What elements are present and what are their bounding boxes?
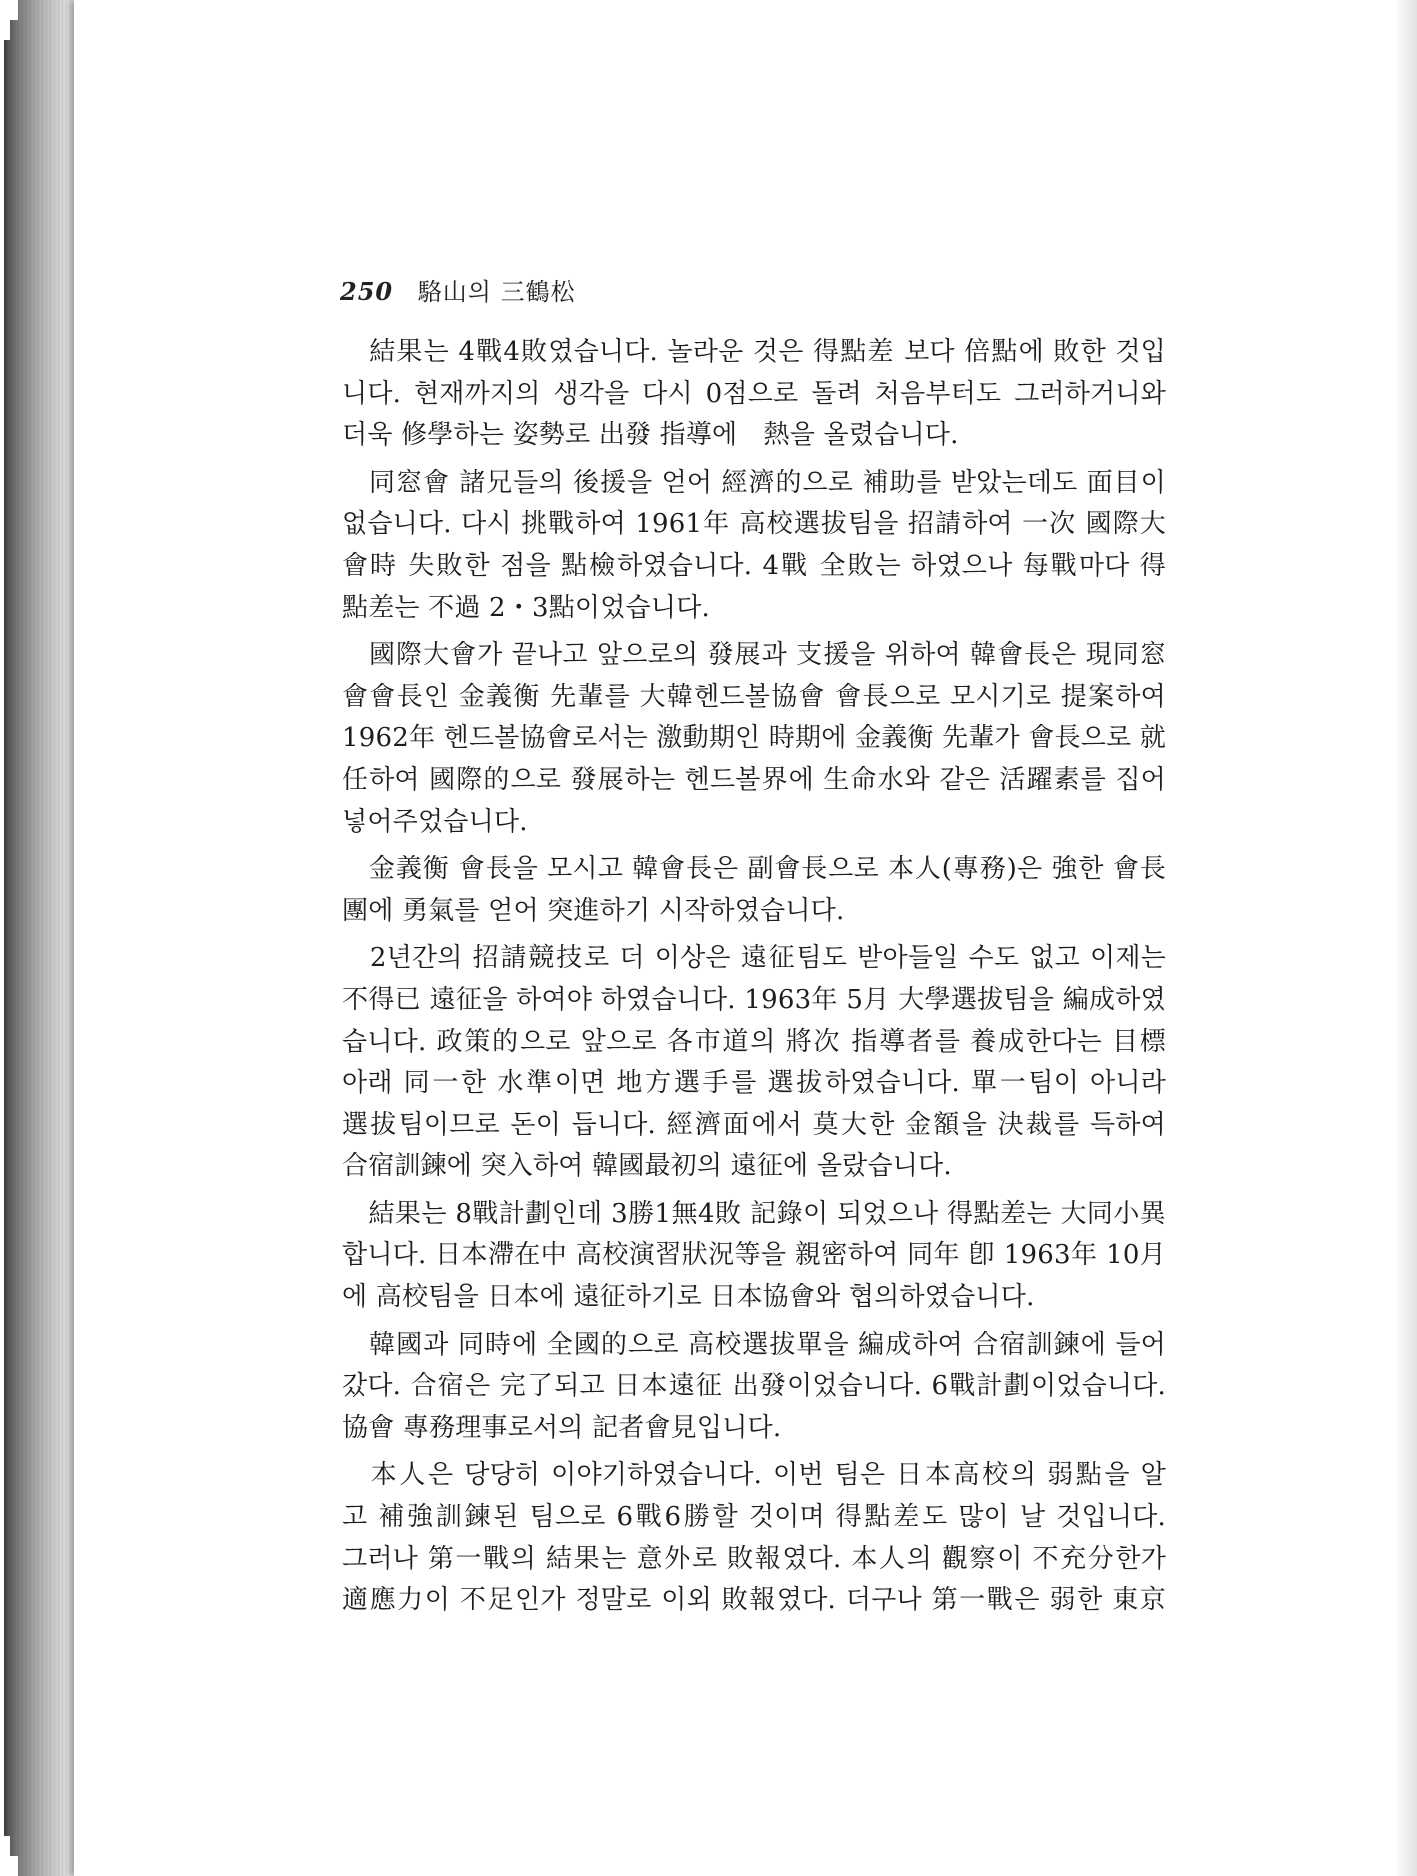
text-line: 합니다. 日本滯在中 高校演習狀況等을 親密하여 同年 卽 1963年 10月 [342,1240,1166,1271]
paragraph [342,332,1166,457]
text-line: 韓國과 同時에 全國的으로 高校選拔單을 編成하여 合宿訓鍊에 들어 [342,1329,1166,1360]
text-line: 合宿訓鍊에 突入하여 韓國最初의 遠征에 올랐습니다. [342,1151,952,1182]
book-page-edges [0,0,78,1876]
paragraph [342,938,1166,1188]
page-number: 250 [340,277,394,306]
paragraph [342,635,1166,843]
text-line: 고 補強訓鍊된 팀으로 6戰6勝할 것이며 得點差도 많이 날 것입니다. [342,1502,1166,1533]
text-line: 適應力이 不足인가 정말로 이외 敗報였다. 더구나 第一戰은 弱한 東京 [342,1585,1166,1616]
paragraph [342,1325,1166,1450]
text-line: 없습니다. 다시 挑戰하여 1961年 高校選拔팀을 招請하여 一次 國際大 [342,509,1166,540]
text-line: 갔다. 合宿은 完了되고 日本遠征 出發이었습니다. 6戰計劃이었습니다. [342,1371,1166,1402]
text-line: 協會 專務理事로서의 記者會見입니다. [342,1412,782,1443]
body-text [342,332,1166,1622]
text-line: 습니다. 政策的으로 앞으로 各市道의 將次 指導者를 養成한다는 目標 [342,1026,1166,1057]
text-line: 點差는 不過 2・3點이었습니다. [342,592,710,623]
paragraph [342,1194,1166,1319]
text-line: 結果는 8戰計劃인데 3勝1無4敗 記錄이 되었으나 得點差는 大同小異 [342,1198,1166,1229]
text-line: 金義衡 會長을 모시고 韓會長은 副會長으로 本人(專務)은 強한 會長 [342,854,1166,885]
text-line: 不得已 遠征을 하여야 하였습니다. 1963年 5月 大學選拔팀을 編成하였 [342,984,1166,1015]
paragraph [342,463,1166,629]
text-line: 더욱 修學하는 姿勢로 出發 指導에 熱을 올렸습니다. [342,420,959,451]
text-line: 本人은 당당히 이야기하였습니다. 이번 팀은 日本高校의 弱點을 알 [342,1460,1166,1491]
text-line: 에 高校팀을 日本에 遠征하기로 日本協會와 협의하였습니다. [342,1282,1035,1313]
text-line: 넣어주었습니다. [342,806,528,837]
text-line: 同窓會 諸兄들의 後援을 얻어 經濟的으로 補助를 받았는데도 面目이 [342,467,1166,498]
page-edge-lines [18,0,78,1876]
text-line: 選拔팀이므로 돈이 듭니다. 經濟面에서 莫大한 金額을 決裁를 득하여 [342,1109,1166,1140]
paragraph [342,1455,1166,1621]
running-header [340,272,576,307]
text-line: 1962年 헨드볼協會로서는 激動期인 時期에 金義衡 先輩가 會長으로 就 [342,723,1166,754]
text-line: 아래 同一한 水準이면 地方選手를 選拔하였습니다. 單一팀이 아니라 [342,1068,1166,1099]
running-title: 駱山의 三鶴松 [417,278,576,306]
text-line: 會時 失敗한 점을 點檢하였습니다. 4戰 全敗는 하였으나 每戰마다 得 [342,550,1166,581]
text-line: 任하여 國際的으로 發展하는 헨드볼界에 生命水와 같은 活躍素를 집어 [342,764,1166,795]
text-line: 團에 勇氣를 얻어 突進하기 시작하였습니다. [342,895,845,926]
text-line: 結果는 4戰4敗였습니다. 놀라운 것은 得點差 보다 倍點에 敗한 것입 [342,337,1166,367]
paragraph [342,849,1166,932]
text-line: 니다. 현재까지의 생각을 다시 0점으로 돌려 처음부터도 그러하거니와 [342,378,1166,409]
text-line: 會會長인 金義衡 先輩를 大韓헨드볼協會 會長으로 모시기로 提案하여 [342,681,1166,712]
text-line: 國際大會가 끝나고 앞으로의 發展과 支援을 위하여 韓會長은 現同窓 [342,640,1166,671]
text-line: 2년간의 招請競技로 더 이상은 遠征팀도 받아들일 수도 없고 이제는 [342,943,1166,974]
page-right-shadow [1395,0,1417,1876]
text-line: 그러나 第一戰의 結果는 意外로 敗報였다. 本人의 觀察이 不充分한가 [342,1543,1166,1574]
